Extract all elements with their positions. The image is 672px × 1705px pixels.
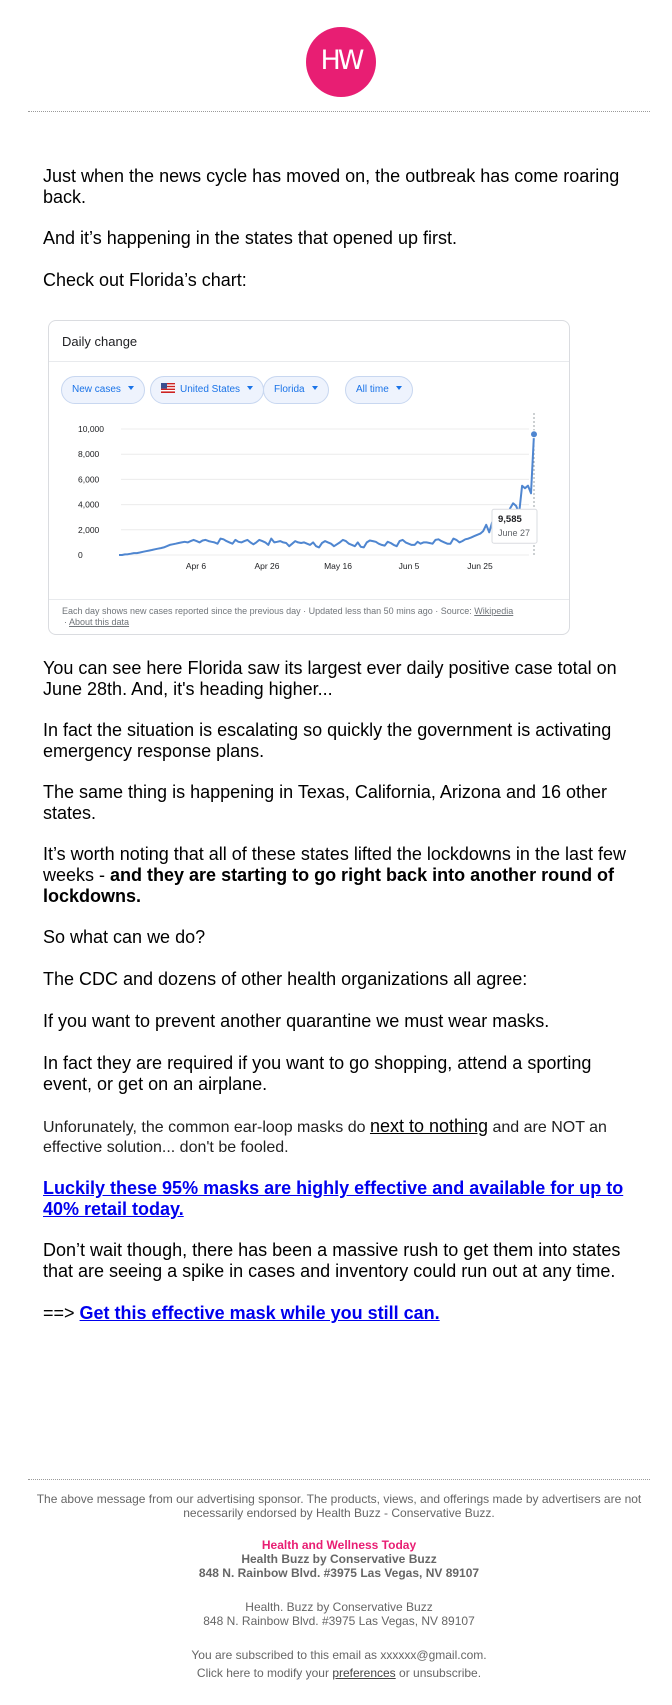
- footer-preferences: [28, 1666, 650, 1680]
- chart-card-footer-divider: [49, 599, 569, 600]
- footer-brand: [28, 1538, 650, 1552]
- paragraph-escalating: In fact the situation is escalating so quickly the government is activating emergency response plans.: [43, 720, 612, 761]
- footer-company: [28, 1552, 650, 1566]
- paragraph-intro: Just when the news cycle has moved on, the outbreak has come roaring back.: [43, 166, 620, 207]
- tooltip-date: June 27: [498, 528, 531, 539]
- caret-down-icon: [396, 386, 402, 390]
- highlight-point: [531, 431, 538, 438]
- company-address: 848 N. Rainbow Blvd. #3975 Las Vegas, NV 89107: [198, 1566, 480, 1580]
- x-tick-label: Jun 5: [398, 561, 420, 571]
- preferences-link[interactable]: preferences: [332, 1666, 396, 1680]
- x-tick-label: Jun 25: [467, 561, 493, 571]
- lockdowns-text: It’s worth noting that all of these states lifted the lockdowns in the last few weeks -: [43, 844, 626, 885]
- footer-company-secondary: Health. Buzz by Conservative Buzz: [245, 1600, 433, 1614]
- paragraph-question: So what can we do?: [43, 927, 206, 947]
- x-tick-label: Apr 26: [254, 561, 280, 571]
- footer-subscribed: You are subscribed to this email as xxxxxx@gmail.com.: [191, 1648, 487, 1662]
- footer-address-secondary: 848 N. Rainbow Blvd. #3975 Las Vegas, NV 89107: [203, 1614, 475, 1628]
- x-tick-label: May 16: [324, 561, 352, 571]
- chip-label: United States: [180, 384, 241, 395]
- company-name: Health Buzz by Conservative Buzz: [241, 1552, 437, 1566]
- modify-text: Click here to modify your: [196, 1666, 333, 1680]
- chip-new-cases[interactable]: [61, 376, 145, 404]
- paragraph-ear-loop: [43, 1116, 633, 1158]
- paragraph-states: And it’s happening in the states that opened up first.: [43, 228, 457, 248]
- y-tick-label: 0: [78, 550, 83, 560]
- paragraph-other-states: The same thing is happening in Texas, California, Arizona and 16 other states.: [43, 782, 608, 823]
- logo[interactable]: [306, 27, 376, 97]
- unsubscribe-text: or unsubscribe.: [395, 1666, 482, 1680]
- us-flag-icon: [161, 383, 175, 393]
- caret-down-icon: [128, 386, 134, 390]
- chip-label: New cases: [72, 384, 121, 395]
- footer-address: [28, 1566, 650, 1580]
- chip-time-range[interactable]: [345, 376, 413, 404]
- about-data-link[interactable]: About this data: [69, 617, 130, 627]
- series-line-new-cases: [119, 434, 534, 555]
- paragraph-florida-record: You can see here Florida saw its largest ever daily positive case total on June 28th. And, it's heading higher...: [43, 658, 617, 699]
- chart-card-title: Daily change: [62, 334, 138, 349]
- cta-link[interactable]: Get this effective mask while you still can.: [79, 1303, 440, 1323]
- chart-card: [48, 320, 570, 635]
- chart-card-divider: [49, 361, 569, 362]
- paragraph-rush: Don’t wait though, there has been a massive rush to get them into states that are seeing a spike in cases and inventory could run out at any time.: [43, 1240, 621, 1281]
- paragraph-masks: If you want to prevent another quarantine we must wear masks.: [43, 1011, 550, 1031]
- top-divider: [28, 111, 650, 112]
- footer-divider: [28, 1479, 650, 1480]
- chip-state[interactable]: [263, 376, 329, 404]
- footer-disclaimer: The above message from our advertising sponsor. The products, views, and offerings made by advertisers are not necessarily endorsed by Health Buzz - Conservative Buzz.: [36, 1492, 642, 1520]
- ear-loop-text: Unforunately, the common ear-loop masks do: [43, 1119, 370, 1136]
- chip-label: Florida: [274, 384, 305, 395]
- y-tick-label: 6,000: [78, 474, 100, 485]
- cta-arrow: ==>: [43, 1303, 80, 1323]
- brand-name: Health and Wellness Today: [261, 1538, 417, 1552]
- chip-country[interactable]: [150, 376, 264, 404]
- logo-text: HW: [320, 45, 362, 76]
- x-tick-label: Apr 6: [185, 561, 207, 571]
- next-to-nothing-underline: next to nothing: [369, 1116, 489, 1136]
- y-tick-label: 2,000: [78, 524, 100, 535]
- offer-link[interactable]: Luckily these 95% masks are highly effective and available for up to 40% retail today.: [43, 1178, 624, 1219]
- source-link[interactable]: Wikipedia: [474, 606, 514, 616]
- daily-cases-chart[interactable]: [49, 411, 569, 596]
- chart-footer-text: Each day shows new cases reported since the previous day · Updated less than 50 mins ago · Source:: [62, 606, 475, 616]
- caret-down-icon: [312, 386, 318, 390]
- paragraph-cta: [43, 1303, 633, 1324]
- ear-loop-text-end: and are NOT an effective solution... don't be fooled.: [43, 1119, 607, 1156]
- lockdowns-bold: and they are starting to go right back into another round of lockdowns.: [43, 865, 615, 906]
- paragraph-chart-lead: Check out Florida’s chart:: [43, 270, 247, 290]
- paragraph-offer-link: [43, 1178, 633, 1220]
- chart-card-footer: [62, 606, 562, 628]
- caret-down-icon: [247, 386, 253, 390]
- y-tick-label: 10,000: [78, 424, 104, 434]
- y-tick-label: 4,000: [78, 499, 100, 510]
- chip-label: All time: [356, 384, 389, 395]
- tooltip-value: 9,585: [498, 514, 522, 526]
- paragraph-cdc: The CDC and dozens of other health organizations all agree:: [43, 969, 528, 989]
- paragraph-lockdowns: [43, 844, 633, 907]
- paragraph-required: In fact they are required if you want to go shopping, attend a sporting event, or get on an airplane.: [43, 1053, 592, 1094]
- y-tick-label: 8,000: [78, 449, 100, 460]
- footer-separator: ·: [64, 617, 70, 627]
- header: [0, 27, 672, 97]
